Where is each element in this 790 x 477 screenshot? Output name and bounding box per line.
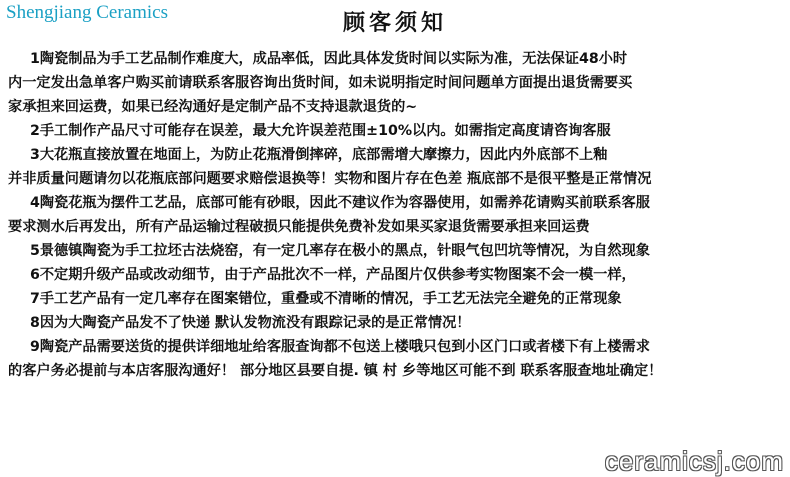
notice-line: 5景德镇陶瓷为手工拉坯古法烧窑，有一定几率存在极小的黑点，针眼气包凹坑等情况，为自然现象 bbox=[30, 243, 650, 259]
notice-line: 要求测水后再发出，所有产品运输过程破损只能提供免费补发如果买家退货需要承担来回运费 bbox=[8, 219, 590, 235]
brand-logo: Shengjiang Ceramics bbox=[6, 2, 168, 23]
notice-line: 7手工艺产品有一定几率存在图案错位，重叠或不清晰的情况，手工艺无法完全避免的正常现象 bbox=[30, 291, 622, 307]
notice-line: 9陶瓷产品需要送货的提供详细地址给客服查询都不包送上楼哦只包到小区门口或者楼下有上楼需求 bbox=[30, 339, 650, 355]
notice-line: 2手工制作产品尺寸可能存在误差，最大允许误差范围±10%以内。如需指定高度请咨询客服 bbox=[30, 123, 611, 139]
notice-line: 家承担来回运费，如果已经沟通好是定制产品不支持退款退货的~ bbox=[8, 99, 418, 115]
notice-body bbox=[8, 47, 782, 383]
page-title: 顾客须知 bbox=[342, 11, 447, 36]
notice-line: 内一定发出急单客户购买前请联系客服咨询出货时间，如未说明指定时间问题单方面提出退货需要买 bbox=[8, 75, 633, 91]
notice-line: 3大花瓶直接放置在地面上，为防止花瓶滑倒摔碎，底部需增大摩擦力，因此内外底部不上釉 bbox=[30, 147, 608, 163]
notice-line: 6不定期升级产品或改动细节，由于产品批次不一样，产品图片仅供参考实物图案不会一模一样， bbox=[30, 267, 636, 283]
notice-line: 1陶瓷制品为手工艺品制作难度大，成品率低，因此具体发货时间以实际为准，无法保证48小时 bbox=[30, 51, 628, 67]
notice-line: 4陶瓷花瓶为摆件工艺品，底部可能有砂眼，因此不建议作为容器使用，如需养花请购买前联系客服 bbox=[30, 195, 650, 211]
notice-line: 并非质量问题请勿以花瓶底部问题要求赔偿退换等！实物和图片存在色差 瓶底部不是很平整是正常情况 bbox=[8, 171, 652, 187]
notice-line: 8因为大陶瓷产品发不了快递 默认发物流没有跟踪记录的是正常情况！ bbox=[30, 315, 471, 331]
watermark: ceramicsj.com bbox=[604, 446, 784, 476]
notice-line: 的客户务必提前与本店客服沟通好！ 部分地区县要自提. 镇 村 乡等地区可能不到 联系客服查地址确定！ bbox=[8, 363, 663, 379]
